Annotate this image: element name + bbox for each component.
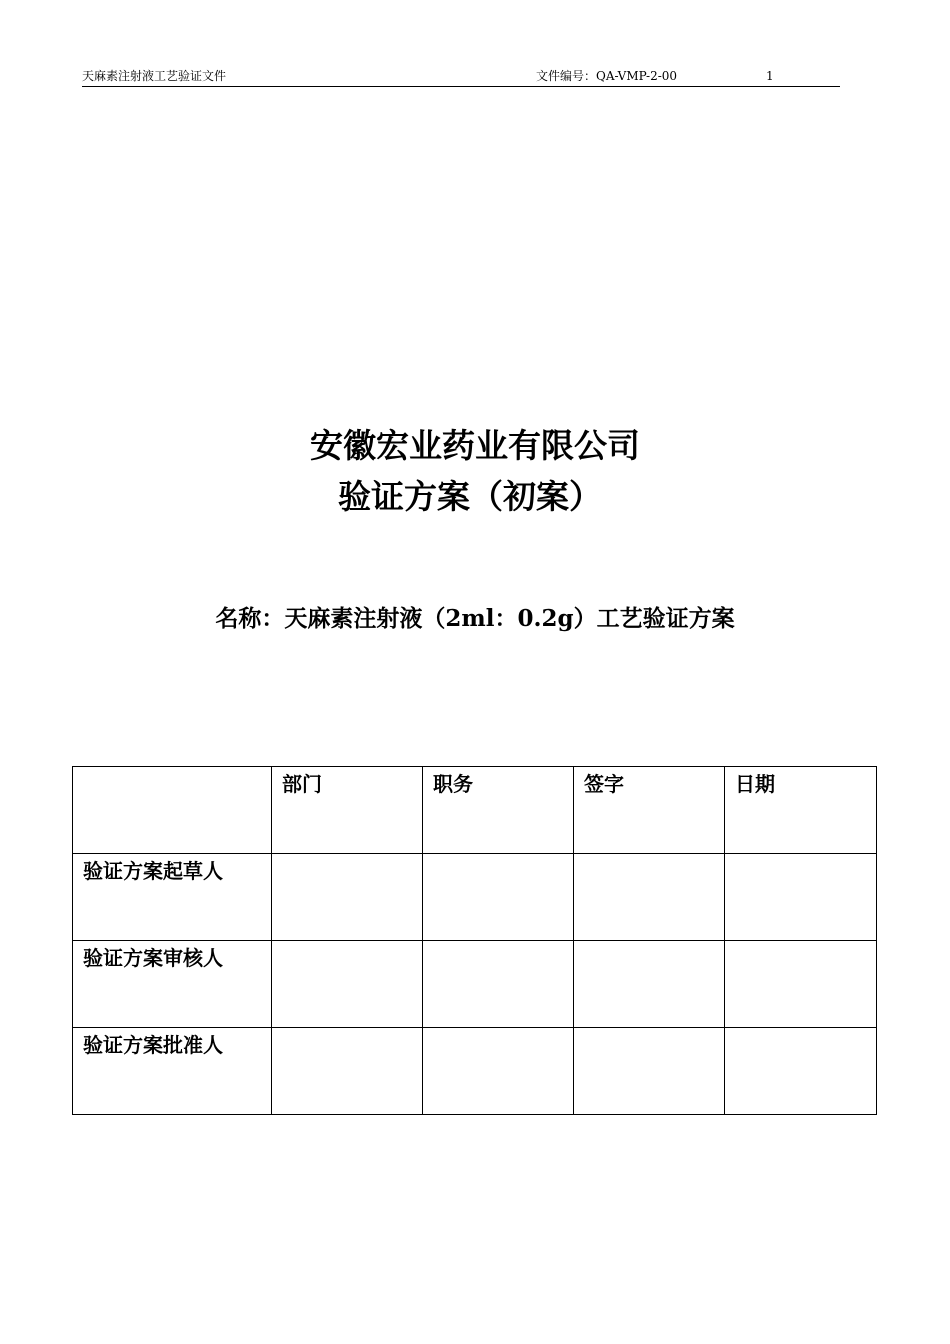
company-name: 安徽宏业药业有限公司 bbox=[310, 426, 640, 465]
header-page-number: 1 bbox=[766, 69, 774, 83]
approver-signature-cell bbox=[574, 1028, 725, 1115]
reviewer-position-cell bbox=[423, 941, 574, 1028]
row-label-drafter: 验证方案起草人 bbox=[73, 854, 272, 941]
header-cell-date: 日期 bbox=[725, 767, 877, 854]
reviewer-signature-cell bbox=[574, 941, 725, 1028]
document-name: 名称：天麻素注射液（2ml：0.2g）工艺验证方案 bbox=[215, 605, 735, 632]
page-header bbox=[82, 66, 840, 87]
row-label-approver: 验证方案批准人 bbox=[73, 1028, 272, 1115]
drafter-signature-cell bbox=[574, 854, 725, 941]
drafter-department-cell bbox=[272, 854, 423, 941]
approval-table bbox=[72, 766, 877, 1115]
approver-date-cell bbox=[725, 1028, 877, 1115]
header-cell-position: 职务 bbox=[423, 767, 574, 854]
drafter-position-cell bbox=[423, 854, 574, 941]
row-label-reviewer: 验证方案审核人 bbox=[73, 941, 272, 1028]
document-type-title: 验证方案（初案） bbox=[338, 477, 602, 516]
table-row bbox=[73, 941, 877, 1028]
approver-position-cell bbox=[423, 1028, 574, 1115]
reviewer-department-cell bbox=[272, 941, 423, 1028]
header-cell-signature: 签字 bbox=[574, 767, 725, 854]
reviewer-date-cell bbox=[725, 941, 877, 1028]
header-document-number: 文件编号：QA-VMP-2-00 bbox=[536, 69, 678, 83]
approver-department-cell bbox=[272, 1028, 423, 1115]
table-header-row bbox=[73, 767, 877, 854]
table-row bbox=[73, 1028, 877, 1115]
header-cell-empty bbox=[73, 767, 272, 854]
header-document-title: 天麻素注射液工艺验证文件 bbox=[82, 69, 227, 83]
header-cell-department: 部门 bbox=[272, 767, 423, 854]
drafter-date-cell bbox=[725, 854, 877, 941]
table-row bbox=[73, 854, 877, 941]
